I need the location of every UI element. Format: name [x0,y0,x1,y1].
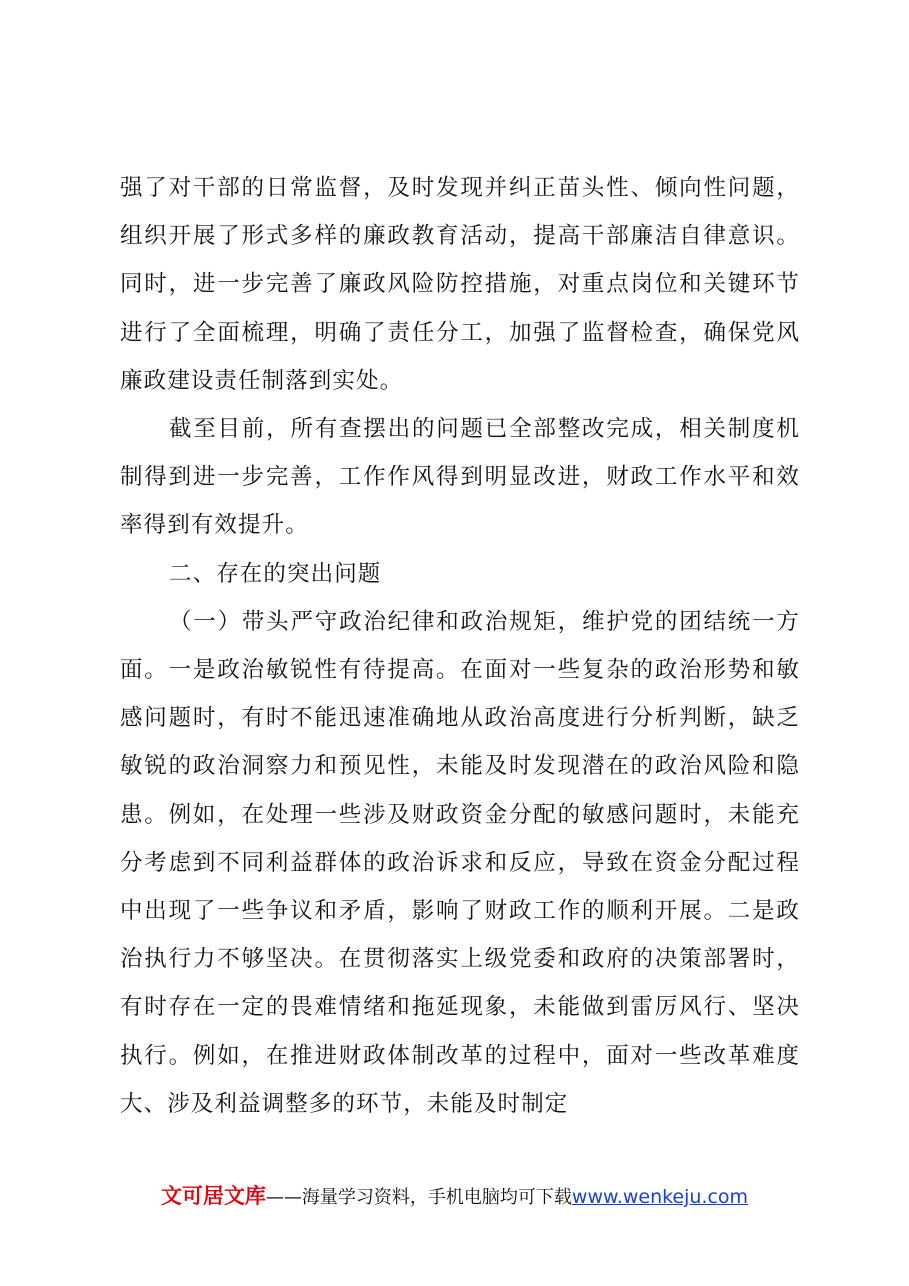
document-body [120,164,800,1128]
footer-site-link[interactable]: www.wenkeju.com [571,1186,749,1208]
section-heading: 二、存在的突出问题 [169,560,382,587]
body-paragraph-rectification-summary: 截至目前，所有查摆出的问题已全部整改完成，相关制度机制得到进一步完善，工作作风得到明显改进，财政工作水平和效率得到有效提升。 [120,416,800,539]
footer-banner [0,1180,909,1214]
footer-tagline: ——海量学习资料，手机电脑均可下载 [265,1187,572,1208]
body-paragraph-political-discipline: （一）带头严守政治纪律和政治规矩，维护党的团结统一方面。一是政治敏锐性有待提高。在面对一些复杂的政治形势和敏感问题时，有时不能迅速准确地从政治高度进行分析判断，缺乏敏锐的政治洞察力和预见性，未能及时发现潜在的政治风险和隐患。例如，在处理一些涉及财政资金分配的敏感问题时，未能充分考虑到不同利益群体的政治诉求和反应，导致在资金分配过程中出现了一些争议和矛盾，影响了财政工作的顺利开展。二是政治执行力不够坚决。在贯彻落实上级党委和政府的决策部署时，有时存在一定的畏难情绪和拖延现象，未能做到雷厉风行、坚决执行。例如，在推进财政体制改革的过程中，面对一些改革难度大、涉及利益调整多的环节，未能及时制定 [120,608,800,1117]
footer-brand: 文可居文库 [160,1184,266,1208]
body-paragraph-continued: 强了对干部的日常监督，及时发现并纠正苗头性、倾向性问题，组织开展了形式多样的廉政教育活动，提高干部廉洁自律意识。同时，进一步完善了廉政风险防控措施，对重点岗位和关键环节进行了全面梳理，明确了责任分工，加强了监督检查，确保党风廉政建设责任制落到实处。 [120,175,800,394]
